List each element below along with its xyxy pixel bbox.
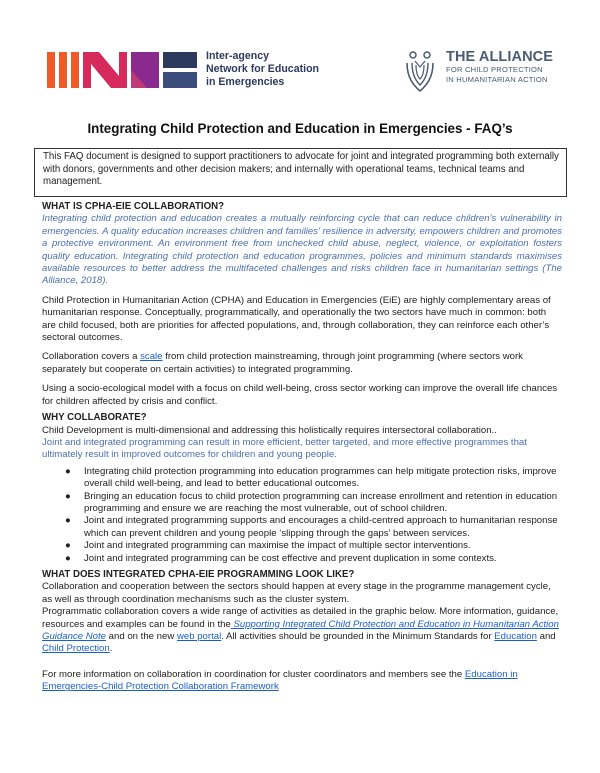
collaboration-framework-link[interactable]: Education in Emergencies-Child Protection Collaboration Framework [42, 668, 518, 693]
intro-box: This FAQ document is designed to support practitioners to advocate for joint and integrated programming both externally with donors, governments and other decision makers; and internally with operational teams, technical teams and management. [34, 148, 567, 197]
paragraph-collaboration-scale: Collaboration covers a scale from child protection mainstreaming, through joint programming (where sectors work separately but cooperate on certain activities) to integrated programming. [42, 351, 523, 375]
document-title: Integrating Child Protection and Education in Emergencies - FAQ’s [87, 121, 513, 136]
why-line-2: Joint and integrated programming can result in more efficient, better targeted, and more effective programmes that ultimately result in improved outcomes for children and young people. [42, 436, 527, 461]
integrated-line-1: Collaboration and cooperation between the sectors should happen at every stage in the programme management cycle, as well as through coordination mechanisms such as the cluster system. [42, 581, 551, 605]
section-heading-why-collaborate: WHY COLLABORATE? [42, 412, 147, 424]
alliance-hands-icon [403, 49, 437, 93]
bullet-icon: ● [65, 552, 71, 564]
page-header [0, 0, 600, 110]
bullet-icon: ● [65, 515, 71, 527]
list-item: ● Integrating child protection programming into education programmes can help mitigate protection risks, improve overall child well-being, and lead to better educational outcomes. [65, 465, 557, 490]
scale-link[interactable]: scale [140, 351, 163, 363]
child-protection-standards-link[interactable]: Child Protection [42, 643, 110, 655]
list-item: ● Joint and integrated programming can be cost effective and prevent duplication in some contexts. [65, 552, 497, 564]
document-body [42, 201, 562, 694]
inee-logo-block-2 [163, 52, 197, 68]
list-item: ● Joint and integrated programming supports and encourages a child-centred approach to humanitarian response which can prevent children and young people ‘slipping through the gaps’ between services. [65, 515, 558, 539]
inee-logo-block-3 [163, 72, 197, 88]
paragraph-cpha-eie: Child Protection in Humanitarian Action (CPHA) and Education in Emergencies (EiE) are highly complementary areas of humanitarian response. Conceptually, programmatically, and operationally the two sectors have much in common: both are child focused, both are priorities for affected populations, and, through collaboration, they can reinforce each other’s sectoral outcomes. [42, 294, 551, 344]
guidance-note-link[interactable]: Supporting Integrated Child Protection and Education in Humanitarian Action Guidance Note [42, 618, 559, 642]
why-line-1: Child Development is multi-dimensional and addressing this holistically requires intersectoral collaboration.. [42, 424, 497, 436]
bullet-icon: ● [65, 490, 71, 502]
inee-logo-bar-2 [59, 52, 67, 88]
section-heading-what-does: WHAT DOES INTEGRATED CPHA-EIE PROGRAMMING LOOK LIKE? [42, 568, 355, 580]
education-standards-link[interactable]: Education [494, 631, 537, 642]
section-heading-what-is: WHAT IS CPHA-EIE COLLABORATION? [42, 201, 225, 212]
paragraph-socio-ecological: Using a socio-ecological model with a focus on child well-being, cross sector working can improve the overall life chances for children affected by crisis and conflict. [42, 383, 558, 407]
list-item: ● Bringing an education focus to child protection programming can increase enrollment and retention in education programming and ensure we are reaching the most vulnerable, out of school children. [65, 490, 558, 514]
web-portal-link[interactable]: web portal [176, 631, 222, 642]
definition-quote: Integrating child protection and education creates a mutually reinforcing cycle that can reduce children’s vulnerability in emergencies. A quality education increases children and families’ resilience in adversity, empowers children and promotes a protective environment. An environment free from unchecked child abuse, neglect, violence, or exploitation fosters quality education. Integrating child protection and education programmes, policies and minimum standards maximises available resources to better address the multifaceted challenges and risks children face in humanitarian settings (The Alliance, 2018). [42, 213, 562, 287]
footer-note: For more information on collaboration in coordination for cluster coordinators and members see the Education in Emergencies-Child Protection Collaboration Framework [42, 668, 518, 693]
benefits-list [42, 466, 562, 565]
inee-name: Inter-agency Network for Education in Emergencies [206, 50, 320, 88]
bullet-icon: ● [65, 540, 71, 552]
inee-logo [47, 52, 197, 88]
inee-logo-n [83, 52, 127, 88]
inee-logo-slash [71, 52, 79, 88]
inee-logo-bar-1 [47, 52, 55, 88]
alliance-name: THE ALLIANCE FOR CHILD PROTECTION IN HUMANITARIAN ACTION [446, 49, 553, 84]
bullet-icon: ● [65, 465, 71, 477]
integrated-line-2: Programmatic collaboration covers a wide range of activities as detailed in the graphic below. More information, guidance, resources and examples can be found in the Supporting Integrated Child Protection and Education in Humanitarian Action Guidance Note and on the new web portal. All activities should be grounded in the Minimum Standards for Education and Child Protection. [42, 606, 559, 655]
list-item: ● Joint and integrated programming can maximise the impact of multiple sector interventions. [65, 540, 471, 552]
